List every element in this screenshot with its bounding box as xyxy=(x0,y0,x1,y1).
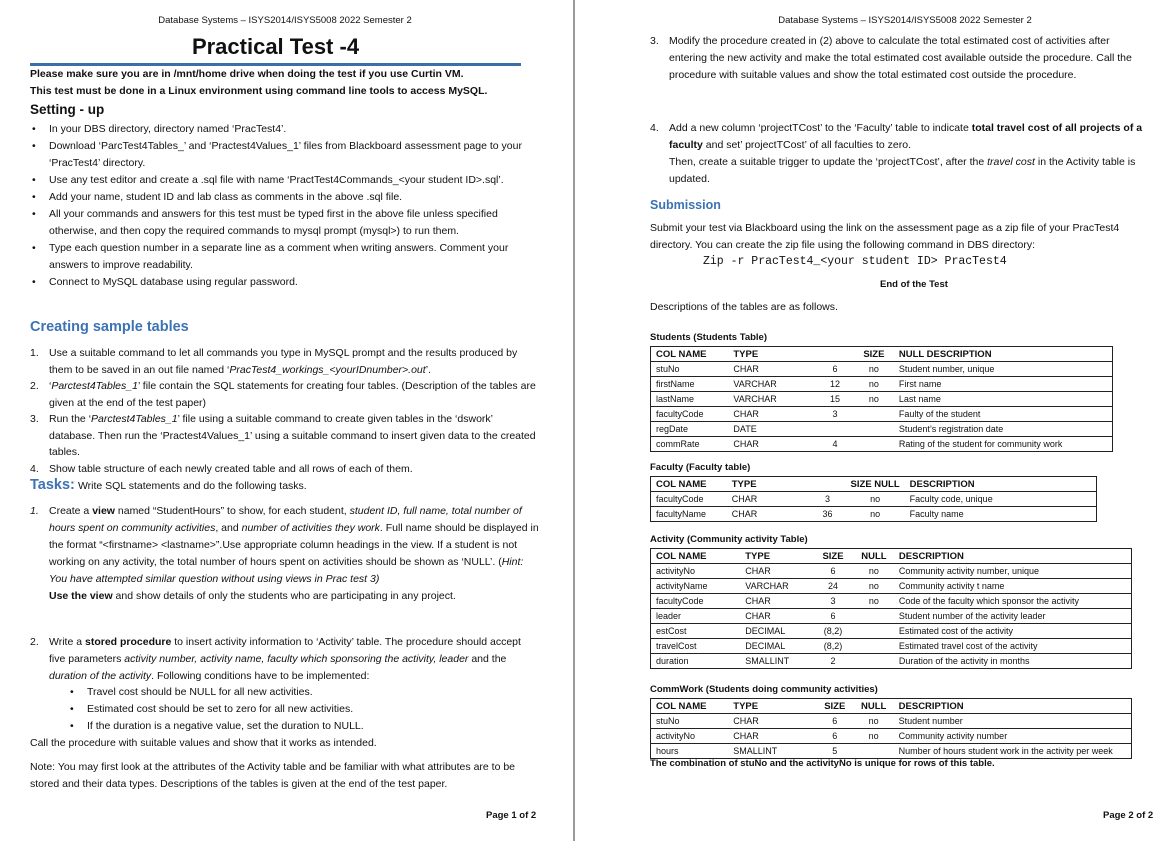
task-2-call: Call the procedure with suitable values and show that it works as intended. xyxy=(30,737,377,749)
table-cell: 24 xyxy=(812,579,854,594)
table-cell: CHAR xyxy=(728,729,816,744)
table-cell: CHAR xyxy=(728,714,816,729)
table-cell xyxy=(854,609,894,624)
table-cell: regDate xyxy=(651,422,729,437)
schema-table xyxy=(650,346,1113,452)
table-cell: Estimated travel cost of the activity xyxy=(894,639,1132,654)
zip-command: Zip -r PracTest4_<your student ID> PracTest4 xyxy=(703,255,1007,268)
table-row xyxy=(651,624,1132,639)
table-cell: Estimated cost of the activity xyxy=(894,624,1132,639)
task-1-segment: , and xyxy=(215,522,242,534)
sample-item xyxy=(30,378,540,411)
table-cell: COL NAME xyxy=(651,699,729,714)
table-descriptions-intro: Descriptions of the tables are as follows. xyxy=(650,301,838,313)
condition-item: • Travel cost should be NULL for all new activities. xyxy=(68,684,528,701)
table-cell: activityNo xyxy=(651,729,729,744)
table-cell: DECIMAL xyxy=(740,624,812,639)
task-4-text-2 xyxy=(669,154,1150,188)
setup-item: • Download ‘ParcTest4Tables_’ and ‘Practest4Values_1’ files from Blackboard assessment page to your ‘PracTest4’ directory. xyxy=(30,138,540,172)
tasks-heading: Tasks: xyxy=(30,477,75,493)
task-1-segment: Use the view xyxy=(49,590,113,602)
setup-item: • Add your name, student ID and lab class as comments in the above .sql file. xyxy=(30,189,540,206)
table-cell: 2 xyxy=(812,654,854,669)
task-3-text: Modify the procedure created in (2) above to calculate the total estimated cost of activities after entering the new activity and make the total estimated cost available outside the procedure. Call the procedure with suitable values and show the total estimated cost outside the procedure. xyxy=(669,35,1132,81)
table-row xyxy=(651,609,1132,624)
end-of-test: End of the Test xyxy=(880,279,948,290)
table-cell: 3 xyxy=(809,492,845,507)
table-cell xyxy=(809,477,845,492)
table-row xyxy=(651,392,1113,407)
table-cell: DESCRIPTION xyxy=(894,549,1132,564)
table-cell xyxy=(854,437,894,452)
table-cell: CHAR xyxy=(727,507,810,522)
table-cell: no xyxy=(854,362,894,377)
sample-item xyxy=(30,411,540,461)
task-1-segment: student ID, full name, total number of hours spent on community activities xyxy=(49,505,522,534)
table-row xyxy=(651,437,1113,452)
setup-item: • In your DBS directory, directory named ‘PracTest4’. xyxy=(30,121,540,138)
sample-item-text-segment: Parctest4Tables_1 xyxy=(91,413,178,425)
intro-block xyxy=(30,66,550,100)
table-cell: CHAR xyxy=(740,564,812,579)
table-cell: no xyxy=(854,377,894,392)
table-cell: VARCHAR xyxy=(728,392,816,407)
sample-item-text-segment: PracTest4_workings_<yourIDnumber>.out xyxy=(229,363,426,376)
condition-item: • Estimated cost should be set to zero for all new activities. xyxy=(68,701,528,718)
table-cell: duration xyxy=(651,654,741,669)
table-header-row xyxy=(651,477,1097,492)
setup-heading: Setting - up xyxy=(30,102,105,117)
table-cell: firstName xyxy=(651,377,729,392)
page-header: Database Systems – ISYS2014/ISYS5008 2022 Semester 2 xyxy=(778,15,1032,26)
table-cell: Number of hours student work in the activity per week xyxy=(894,744,1132,759)
table-cell: (8,2) xyxy=(812,639,854,654)
table-cell: Code of the faculty which sponsor the activity xyxy=(894,594,1132,609)
table-cell: activityNo xyxy=(651,564,741,579)
sample-item-text-segment: ’. xyxy=(425,363,431,376)
task-4-segment: total travel cost of all projects of a faculty xyxy=(669,122,1143,151)
task-4 xyxy=(650,120,1150,188)
item-number: 2. xyxy=(30,636,39,648)
note-paragraph: Note: You may first look at the attributes of the Activity table and be familiar with what attributes are to be stored and their data types. Descriptions of the tables is given at the end of the test paper. xyxy=(30,761,516,790)
table-cell: no xyxy=(846,492,905,507)
table-cell: Student’s registration date xyxy=(894,422,1113,437)
table-cell xyxy=(854,422,894,437)
task-1-text-2 xyxy=(49,588,540,605)
table-cell: Faculty code, unique xyxy=(905,492,1097,507)
table-cell: Student number xyxy=(894,714,1132,729)
table-cell: NULL xyxy=(854,549,894,564)
item-number: 3. xyxy=(650,35,659,47)
table-row xyxy=(651,654,1132,669)
table-cell: TYPE xyxy=(740,549,812,564)
setup-item: • Use any test editor and create a .sql file with name ‘PractTest4Commands_<your student ID>.sql’. xyxy=(30,172,540,189)
table-cell: commRate xyxy=(651,437,729,452)
table-cell: Student number of the activity leader xyxy=(894,609,1132,624)
task-2-segment: duration of the activity xyxy=(49,670,152,682)
table-cell: Faulty of the student xyxy=(894,407,1113,422)
table-cell xyxy=(816,347,854,362)
table-cell: CHAR xyxy=(740,609,812,624)
task-2-segment: stored procedure xyxy=(84,636,172,648)
sample-tables-heading: Creating sample tables xyxy=(30,319,189,335)
item-number: 4. xyxy=(650,122,659,134)
task-2-text xyxy=(49,634,540,685)
schema-table xyxy=(650,476,1097,522)
intro-line-1: Please make sure you are in /mnt/home drive when doing the test if you use Curtin VM. xyxy=(30,68,464,80)
table-row xyxy=(651,407,1113,422)
table-row xyxy=(651,639,1132,654)
task-1-segment: . Full name should be displayed in the format “<firstname> <lastname>”.Use appropriate column headings in the view. If a student is not working on any activity, the total number of hours spent on activities should be shown as ‘NULL’. ( xyxy=(49,522,539,568)
table-cell: no xyxy=(854,714,894,729)
task-1-segment: and show details of only the students who are participating in any project. xyxy=(112,590,456,602)
setup-item: • Connect to MySQL database using regular password. xyxy=(30,274,540,291)
item-number: 3. xyxy=(30,413,39,425)
setup-item: • All your commands and answers for this test must be typed first in the above file unless specified otherwise, and then copy the required commands to mysql prompt (mysql>) to run them. xyxy=(30,206,540,240)
combination-note: The combination of stuNo and the activityNo is unique for rows of this table. xyxy=(650,758,995,769)
table-cell: DESCRIPTION xyxy=(905,477,1097,492)
table-cell: CHAR xyxy=(728,407,816,422)
table-row xyxy=(651,579,1132,594)
table-cell xyxy=(854,639,894,654)
table-cell: Community activity number, unique xyxy=(894,564,1132,579)
tasks-heading-row xyxy=(30,477,550,495)
item-number: 2. xyxy=(30,380,39,392)
task-1-segment: Hint: You have attempted similar question without using views in Prac test 3) xyxy=(49,556,524,585)
table-caption: Activity (Community activity Table) xyxy=(650,534,808,545)
task-2-segment: Write a xyxy=(49,636,85,648)
table-caption: CommWork (Students doing community activities) xyxy=(650,684,878,695)
table-header-row xyxy=(651,549,1132,564)
table-cell: TYPE xyxy=(728,699,816,714)
task-4-segment: Then, create a suitable trigger to update the ‘projectTCost’, after the xyxy=(669,156,988,168)
page-title: Practical Test -4 xyxy=(191,34,360,59)
sample-item xyxy=(30,345,540,378)
table-caption: Students (Students Table) xyxy=(650,332,767,343)
table-cell: estCost xyxy=(651,624,741,639)
sample-item-text-segment: Use a suitable command to let all commands you type in MySQL prompt and the results produced by them to be saved in an out file named ‘ xyxy=(49,347,518,376)
table-cell: 6 xyxy=(816,729,854,744)
table-cell xyxy=(854,654,894,669)
table-cell: NULL DESCRIPTION xyxy=(894,347,1113,362)
table-cell: 5 xyxy=(816,744,854,759)
table-cell: VARCHAR xyxy=(740,579,812,594)
table-caption: Faculty (Faculty table) xyxy=(650,462,751,473)
schema-table xyxy=(650,698,1132,759)
submission-text: Submit your test via Blackboard using the link on the assessment page as a zip file of your PracTest4 directory. You can create the zip file using the following command in DBS directory: xyxy=(650,222,1120,251)
table-cell xyxy=(854,407,894,422)
table-cell: facultyCode xyxy=(651,594,741,609)
condition-item: • If the duration is a negative value, set the duration to NULL. xyxy=(68,718,528,735)
table-cell: COL NAME xyxy=(651,477,727,492)
table-row xyxy=(651,422,1113,437)
table-cell: facultyName xyxy=(651,507,727,522)
task-2-segment: to insert activity information to ‘Activity’ table. The procedure should accept five parameters xyxy=(49,636,521,665)
page-1 xyxy=(0,0,573,841)
item-number: 1. xyxy=(30,505,39,517)
table-cell: no xyxy=(854,392,894,407)
table-cell: CHAR xyxy=(727,492,810,507)
table-cell: TYPE xyxy=(727,477,810,492)
table-cell: Faculty name xyxy=(905,507,1097,522)
task-1 xyxy=(30,503,540,605)
table-header-row xyxy=(651,347,1113,362)
table-cell: 15 xyxy=(816,392,854,407)
task-4-segment: Add a new column ‘projectTCost’ to the ‘Faculty’ table to indicate xyxy=(669,122,972,134)
task-3 xyxy=(650,33,1150,84)
setup-item: • Type each question number in a separate line as a comment when writing answers. Comment your answers to improve readability. xyxy=(30,240,540,274)
table-cell: DATE xyxy=(728,422,816,437)
table-cell: 6 xyxy=(812,564,854,579)
table-row xyxy=(651,594,1132,609)
task-4-segment: travel cost xyxy=(987,156,1035,168)
table-cell: 6 xyxy=(812,609,854,624)
table-cell: no xyxy=(854,564,894,579)
sample-item-text-segment: ’ file using a suitable command to create given tables in the ‘dswork’ database. Then run the ‘Practest4Values_1’ using a suitable command to insert given data to the created tables. xyxy=(49,413,536,458)
table-cell: First name xyxy=(894,377,1113,392)
table-cell: VARCHAR xyxy=(728,377,816,392)
table-cell: CHAR xyxy=(728,362,816,377)
task-1-text xyxy=(49,503,540,588)
table-cell: no xyxy=(854,729,894,744)
table-cell: CHAR xyxy=(740,594,812,609)
tasks-subheading: Write SQL statements and do the following tasks. xyxy=(77,480,307,492)
table-cell: hours xyxy=(651,744,729,759)
table-cell: Student number, unique xyxy=(894,362,1113,377)
table-cell: COL NAME xyxy=(651,549,741,564)
task-4-text xyxy=(669,120,1150,154)
task-4-segment: and set’ projectTCost’ of all faculties to zero. xyxy=(702,139,911,151)
table-cell: activityName xyxy=(651,579,741,594)
table-cell: no xyxy=(854,594,894,609)
task-1-segment: named “StudentHours” to show, for each student, xyxy=(114,505,350,517)
task-2-segment: . Following conditions have to be implemented: xyxy=(151,670,370,682)
task-1-segment: Create a xyxy=(49,505,93,517)
table-cell: Community activity number xyxy=(894,729,1132,744)
table-cell: facultyCode xyxy=(651,492,727,507)
table-cell: DESCRIPTION xyxy=(894,699,1132,714)
table-row xyxy=(651,362,1113,377)
table-cell: SMALLINT xyxy=(728,744,816,759)
submission-heading: Submission xyxy=(650,198,721,212)
table-cell: 4 xyxy=(816,437,854,452)
table-cell: NULL xyxy=(854,699,894,714)
table-cell: no xyxy=(846,507,905,522)
sample-item-text-segment: Parctest4Tables_1 xyxy=(51,380,138,392)
table-cell: 6 xyxy=(816,362,854,377)
page-header: Database Systems – ISYS2014/ISYS5008 2022 Semester 2 xyxy=(158,15,412,26)
task-1-segment: view xyxy=(92,505,115,517)
sample-item-text-segment: ’ file contain the SQL statements for creating four tables. (Description of the tables are given at the end of the test paper) xyxy=(49,380,536,409)
table-cell: TYPE xyxy=(728,347,816,362)
table-cell: (8,2) xyxy=(812,624,854,639)
table-cell: Rating of the student for community work xyxy=(894,437,1113,452)
sample-item-text-segment: Run the ‘ xyxy=(49,413,92,425)
table-cell: SIZE xyxy=(854,347,894,362)
table-cell: leader xyxy=(651,609,741,624)
table-cell xyxy=(816,422,854,437)
setup-list xyxy=(30,121,540,291)
task-2-segment: activity number, activity name, faculty which sponsoring the activity, leader xyxy=(124,653,469,665)
table-row xyxy=(651,714,1132,729)
table-cell: stuNo xyxy=(651,714,729,729)
intro-line-2: This test must be done in a Linux environment using command line tools to access MySQL. xyxy=(30,85,488,97)
table-row xyxy=(651,729,1132,744)
table-row xyxy=(651,564,1132,579)
table-cell: SIZE xyxy=(812,549,854,564)
table-cell xyxy=(854,624,894,639)
sample-item xyxy=(30,461,540,478)
table-cell xyxy=(854,744,894,759)
table-header-row xyxy=(651,699,1132,714)
sample-tables-list xyxy=(30,345,540,477)
table-cell: 3 xyxy=(812,594,854,609)
table-row xyxy=(651,507,1097,522)
page-footer: Page 2 of 2 xyxy=(1103,810,1154,821)
task-4-segment: in the Activity table is updated. xyxy=(669,156,1136,185)
table-cell: Duration of the activity in months xyxy=(894,654,1132,669)
table-cell: SMALLINT xyxy=(740,654,812,669)
table-cell: 6 xyxy=(816,714,854,729)
task-2-segment: and the xyxy=(468,653,507,665)
table-row xyxy=(651,377,1113,392)
page-2 xyxy=(575,0,1171,841)
page-footer: Page 1 of 2 xyxy=(486,810,537,821)
task-1-segment: number of activities they work xyxy=(241,522,380,534)
table-cell: no xyxy=(854,579,894,594)
table-cell: Community activity t name xyxy=(894,579,1132,594)
item-number: 1. xyxy=(30,347,39,359)
table-cell: CHAR xyxy=(728,437,816,452)
table-row xyxy=(651,492,1097,507)
table-cell: COL NAME xyxy=(651,347,729,362)
table-cell: facultyCode xyxy=(651,407,729,422)
table-cell: stuNo xyxy=(651,362,729,377)
table-cell: 3 xyxy=(816,407,854,422)
table-cell: SIZE NULL xyxy=(846,477,905,492)
table-cell: lastName xyxy=(651,392,729,407)
table-cell: 12 xyxy=(816,377,854,392)
table-cell: travelCost xyxy=(651,639,741,654)
table-row xyxy=(651,744,1132,759)
table-cell: Last name xyxy=(894,392,1113,407)
table-cell: DECIMAL xyxy=(740,639,812,654)
task-2-conditions xyxy=(68,684,528,735)
table-cell: 36 xyxy=(809,507,845,522)
sample-item-text-segment: ‘ xyxy=(49,380,52,392)
item-number: 4. xyxy=(30,462,39,475)
schema-table xyxy=(650,548,1132,669)
task-2 xyxy=(30,634,540,685)
table-cell: SIZE xyxy=(816,699,854,714)
sample-item-text-segment: Show table structure of each newly created table and all rows of each of them. xyxy=(49,462,413,475)
